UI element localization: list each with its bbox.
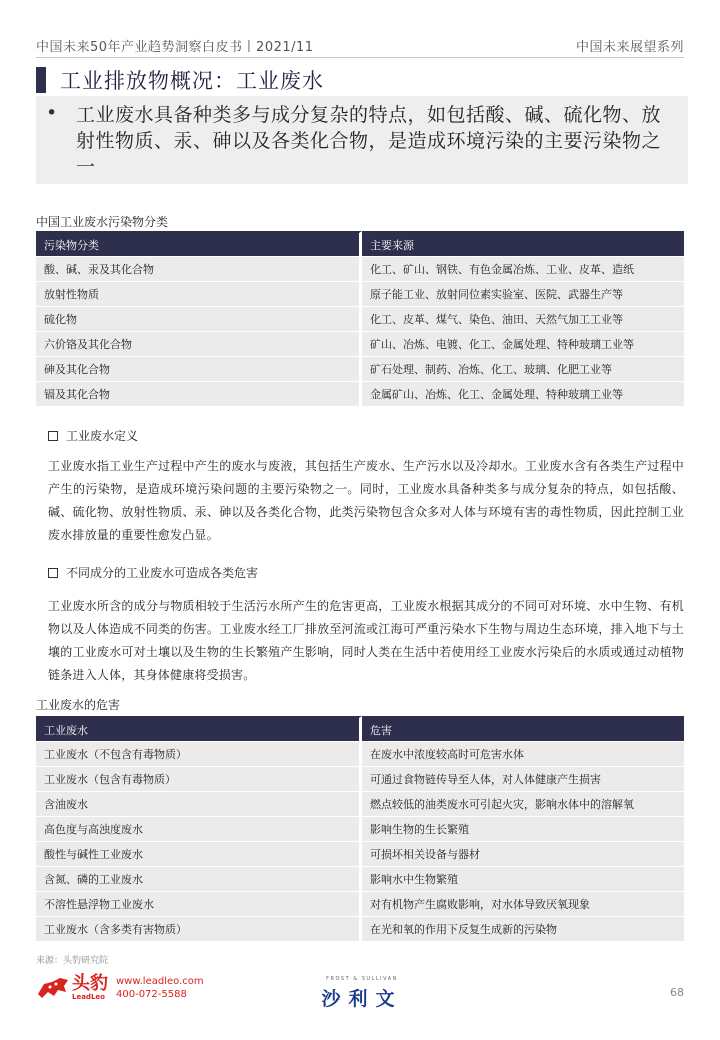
section-heading-text: 不同成分的工业废水可造成各类危害 (66, 566, 259, 580)
table-row (36, 791, 684, 816)
table-cell: 硫化物 (36, 306, 362, 331)
table-cell: 可通过食物链传导至人体，对人体健康产生损害 (362, 766, 684, 791)
table-header-cell: 工业废水 (36, 716, 362, 741)
table-cell: 原子能工业、放射同位素实验室、医院、武器生产等 (362, 281, 684, 306)
table-header-row (36, 716, 684, 741)
summary-box (36, 96, 688, 184)
table-cell: 影响水中生物繁殖 (362, 866, 684, 891)
table-row (36, 741, 684, 766)
pollutant-classification-table (36, 231, 684, 406)
frost-sullivan-logo (312, 976, 412, 1011)
table-cell: 含油废水 (36, 791, 362, 816)
table-header-cell: 危害 (362, 716, 684, 741)
logo-text (70, 975, 108, 1001)
table-cell: 对有机物产生腐败影响，对水体导致厌氧现象 (362, 891, 684, 916)
table-row (36, 916, 684, 941)
page-header (36, 36, 684, 56)
section-heading-hazards (48, 564, 258, 581)
table-cell: 含氮、磷的工业废水 (36, 866, 362, 891)
table-cell: 燃点较低的油类废水可引起火灾，影响水体中的溶解氧 (362, 791, 684, 816)
table-cell: 酸、碱、汞及其化合物 (36, 256, 362, 281)
leadleo-logo (36, 974, 204, 1002)
header-report-title: 中国未来50年产业趋势洞察白皮书丨2021/11 (36, 40, 314, 55)
table-cell: 六价铬及其化合物 (36, 331, 362, 356)
table-cell: 镉及其化合物 (36, 381, 362, 406)
page-title: 工业排放物概况：工业废水 (60, 69, 324, 93)
table-row (36, 356, 684, 381)
table-cell: 在光和氧的作用下反复生成新的污染物 (362, 916, 684, 941)
header-divider (36, 57, 684, 58)
table-cell: 工业废水（包含有毒物质） (36, 766, 362, 791)
table-cell: 影响生物的生长繁殖 (362, 816, 684, 841)
logo-en-text: LeadLeo (72, 993, 105, 1001)
phone-number: 400-072-5588 (116, 989, 187, 1000)
section-heading-definition (48, 427, 138, 444)
table-cell: 金属矿山、冶炼、化工、金属处理、特种玻璃工业等 (362, 381, 684, 406)
summary-bullet: • (46, 102, 58, 124)
table-row (36, 816, 684, 841)
table-row (36, 841, 684, 866)
table-cell: 矿山、冶炼、电镀、化工、金属处理、特种玻璃工业等 (362, 331, 684, 356)
table-row (36, 381, 684, 406)
logo-cn-text: 头豹 (72, 973, 108, 994)
hazards-paragraph: 工业废水所含的成分与物质相较于生活污水所产生的危害更高，工业废水根据其成分的不同可对环境、水中生物、有机物以及人体造成不同类的伤害。工业废水经工厂排放至河流或江海可严重污染水下生物与周边生态环境，排入地下与土壤的工业废水可对土壤以及生物的生长繁殖产生影响，同时人类在生活中若使用经工业废水污染后的水质或通过动植物链条进入人体，其身体健康将受损害。 (48, 599, 684, 682)
table-cell: 高色度与高浊度废水 (36, 816, 362, 841)
table-header-cell: 主要来源 (362, 231, 684, 256)
table-row (36, 281, 684, 306)
table-cell: 化工、矿山、钢铁、有色金属冶炼、工业、皮革、造纸 (362, 256, 684, 281)
table-row (36, 256, 684, 281)
table-cell: 工业废水（含多类有害物质） (36, 916, 362, 941)
section-heading-text: 工业废水定义 (66, 429, 139, 443)
table-row (36, 766, 684, 791)
wastewater-hazards-table (36, 716, 684, 941)
table-header-row (36, 231, 684, 256)
table-cell: 化工、皮革、煤气、染色、油田、天然气加工工业等 (362, 306, 684, 331)
table2-title: 工业废水的危害 (36, 698, 121, 712)
table-header-cell: 污染物分类 (36, 231, 362, 256)
source-note: 来源：头豹研究院 (36, 956, 109, 966)
table-cell: 矿石处理、制药、冶炼、化工、玻璃、化肥工业等 (362, 356, 684, 381)
table-cell: 在废水中浓度较高时可危害水体 (362, 741, 684, 766)
table-row (36, 331, 684, 356)
page-number: 68 (670, 986, 684, 999)
website-link[interactable]: www.leadleo.com (116, 976, 204, 987)
partner-en-text: FROST & SULLIVAN (326, 976, 398, 982)
table-cell: 放射性物质 (36, 281, 362, 306)
table-cell: 可损坏相关设备与器材 (362, 841, 684, 866)
table-cell: 工业废水（不包含有毒物质） (36, 741, 362, 766)
table-cell: 砷及其化合物 (36, 356, 362, 381)
table1-title: 中国工业废水污染物分类 (36, 215, 169, 229)
contact-info (116, 975, 204, 1001)
definition-paragraph: 工业废水指工业生产过程中产生的废水与废液，其包括生产废水、生产污水以及冷却水。工业废水含有各类生产过程中产生的污染物，是造成环境污染问题的主要污染物之一。同时，工业废水具备种类多与成分复杂的特点，如包括酸、碱、硫化物、放射性物质、汞、砷以及各类化合物，此类污染物包含众多对人体与环境有害的毒性物质，因此控制工业废水排放量的重要性愈发凸显。 (48, 459, 684, 542)
table-row (36, 866, 684, 891)
table-cell: 不溶性悬浮物工业废水 (36, 891, 362, 916)
checkbox-bullet-icon (48, 431, 58, 441)
leopard-logo-icon (36, 974, 70, 1002)
header-series-name: 中国未来展望系列 (575, 40, 684, 55)
summary-text: 工业废水具备种类多与成分复杂的特点，如包括酸、碱、硫化物、放射性物质、汞、砷以及各类化合物，是造成环境污染的主要污染物之一 (76, 104, 662, 178)
page-title-block (36, 66, 324, 94)
partner-cn-text: 沙利文 (321, 988, 403, 1010)
checkbox-bullet-icon (48, 568, 58, 578)
table-row (36, 891, 684, 916)
title-accent-bar (36, 67, 46, 93)
table-cell: 酸性与碱性工业废水 (36, 841, 362, 866)
table-row (36, 306, 684, 331)
